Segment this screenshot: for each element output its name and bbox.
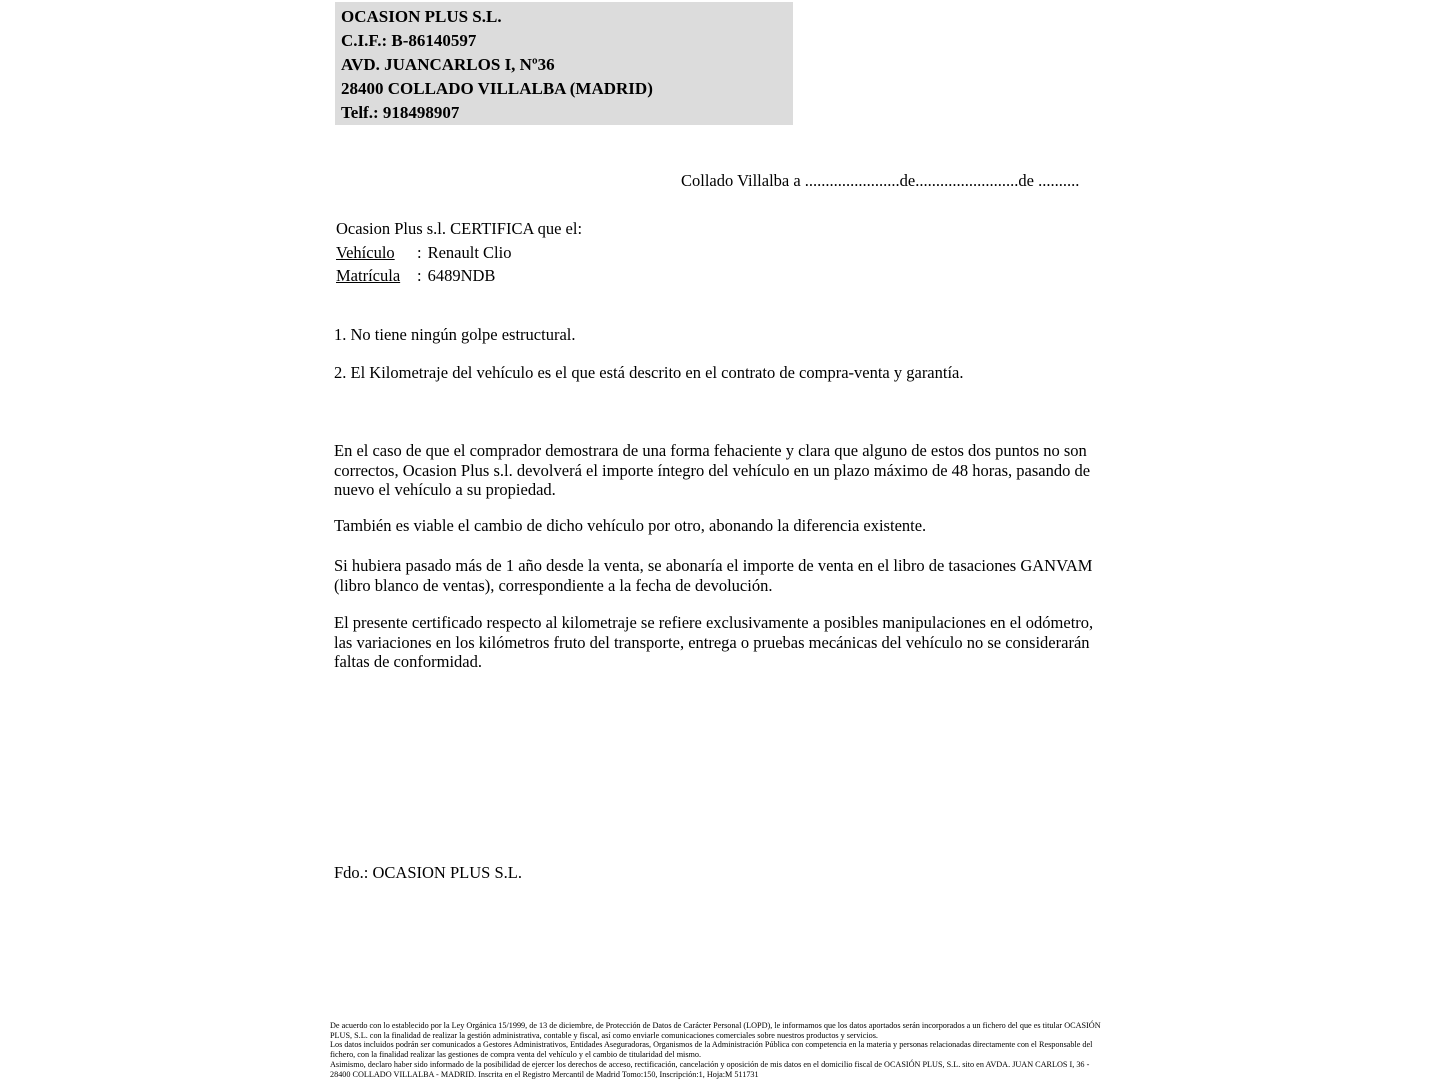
certify-intro: Ocasion Plus s.l. CERTIFICA que el: — [336, 219, 583, 238]
company-cif: C.I.F.: B-86140597 — [341, 31, 477, 50]
legal-paragraph-rights: Asimismo, declaro haber sido informado de la posibilidad de ejercer los derechos de acceso, rectificación, cancelación y oposición de mis datos en el domicilio fiscal de OCASIÓN PLUS, S.L. sito en AVDA. JUAN CARLOS I, 36 - 28400 COLLADO VILLALBA - MADRID. Inscrita en el Registro Mercantil de Madrid Tomo:150, Inscripción:1, Hoja:M 511731 — [330, 1059, 1090, 1079]
numbered-point-2: 2. El Kilometraje del vehículo es el que está descrito en el contrato de compra-venta y garantía. — [334, 363, 964, 382]
date-line: Collado Villalba a .......................de.........................de .......... — [681, 171, 1080, 190]
company-address: AVD. JUANCARLOS I, Nº36 — [341, 55, 555, 74]
certificate-block — [336, 217, 582, 288]
paragraph-ganvam: Si hubiera pasado más de 1 año desde la venta, se abonaría el importe de venta en el libro de tasaciones GANVAM (libro blanco de ventas), correspondiente a la fecha de devolución. — [334, 556, 1093, 595]
numbered-point-1: 1. No tiene ningún golpe estructural. — [334, 325, 576, 344]
legal-paragraph-data-sharing: Los datos incluidos podrán ser comunicados a Gestores Administrativos, Entidades Aseguradoras, Organismos de la Administración Pública con competencia en la materia y personas relacionadas directamente con el Responsable del fichero, con la finalidad realizar las gestiones de compra venta del vehículo y el cambio de titularidad del mismo. — [330, 1040, 1093, 1060]
vehicle-label: Vehículo — [336, 242, 395, 262]
plate-label: Matrícula — [336, 266, 401, 285]
legal-footer — [330, 1021, 1102, 1079]
company-header-box — [335, 2, 793, 125]
vehicle-value: Renault Clio — [427, 242, 512, 262]
plate-value: 6489NDB — [427, 266, 496, 285]
legal-paragraph-lopd: De acuerdo con lo establecido por la Ley Orgánica 15/1999, de 13 de diciembre, de Protección de Datos de Carácter Personal (LOPD), le informamos que los datos aportados serán incorporados a un fichero del que es titular OCASIÓN PLUS, S.L. con la finalidad de realizar la gestión administrativa, contable y fiscal, así como enviarle comunicaciones comerciales sobre nuestros productos y servicios. — [330, 1021, 1101, 1040]
vehicle-separator: : — [417, 242, 422, 262]
vehicle-field — [336, 241, 582, 265]
paragraph-exchange: También es viable el cambio de dicho vehículo por otro, abonando la diferencia existente. — [334, 516, 927, 535]
company-city: 28400 COLLADO VILLALBA (MADRID) — [341, 79, 653, 98]
company-name: OCASION PLUS S.L. — [341, 7, 502, 26]
plate-field — [336, 264, 582, 288]
company-phone: Telf.: 918498907 — [341, 103, 460, 122]
paragraph-odometer: El presente certificado respecto al kilometraje se refiere exclusivamente a posibles manipulaciones en el odómetro, las variaciones en los kilómetros fruto del transporte, entrega o pruebas mecánicas del vehículo no se considerarán faltas de conformidad. — [334, 613, 1094, 672]
plate-separator: : — [417, 266, 422, 285]
signature-line: Fdo.: OCASION PLUS S.L. — [334, 863, 522, 882]
paragraph-refund: En el caso de que el comprador demostrara de una forma fehaciente y clara que alguno de estos dos puntos no son correctos, Ocasion Plus s.l. devolverá el importe íntegro del vehículo en un plazo máximo de 48 horas, pasando de nuevo el vehículo a su propiedad. — [334, 441, 1091, 500]
